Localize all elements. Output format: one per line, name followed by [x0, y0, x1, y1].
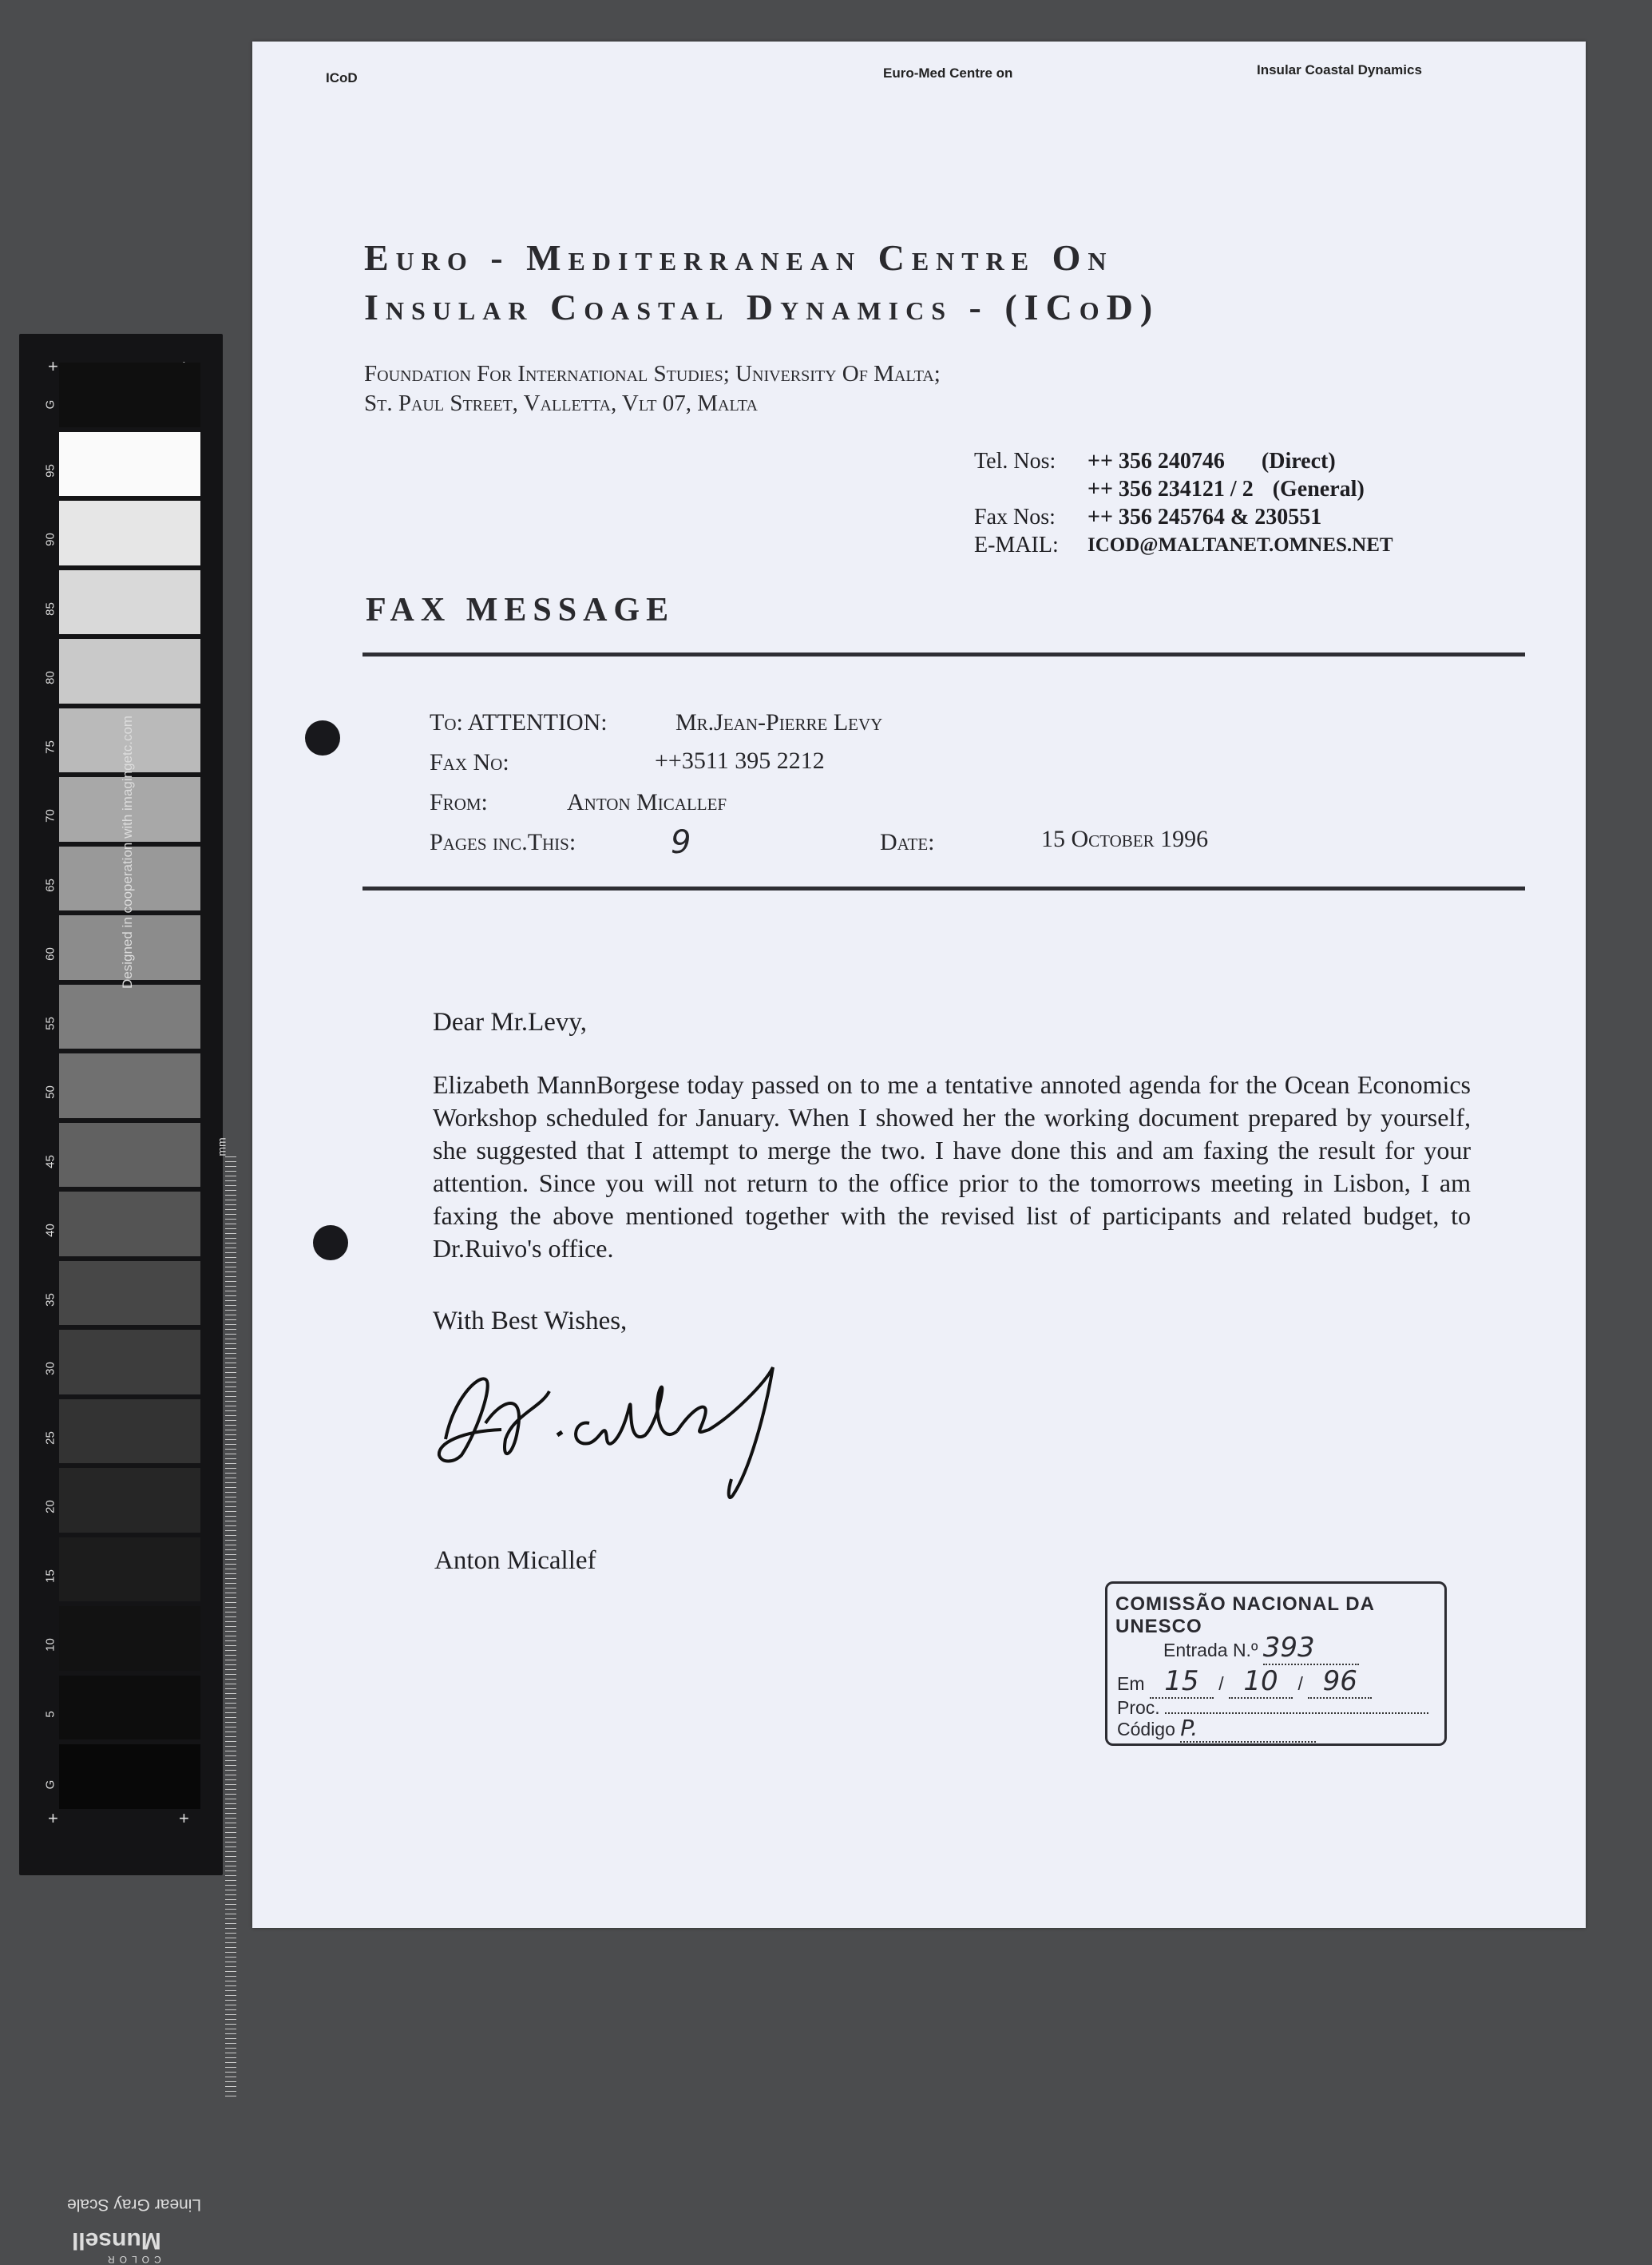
- tel-general: ++ 356 234121 / 2: [1087, 477, 1254, 502]
- gray-scale-strip: [19, 334, 228, 2265]
- strip-title: Linear Gray Scale: [67, 2196, 202, 2214]
- gray-scale-number: 45: [43, 1154, 57, 1168]
- org-title-line1: Euro - Mediterranean Centre On: [364, 237, 1114, 278]
- gray-swatch: [59, 1399, 200, 1464]
- mm-ruler: [225, 1156, 236, 2099]
- stamp-entrada-label: Entrada N.º: [1163, 1640, 1258, 1660]
- pages-label: Pages inc.This:: [430, 829, 576, 855]
- gray-scale-number: 90: [43, 533, 57, 546]
- closing: With Best Wishes,: [433, 1307, 628, 1335]
- gray-swatch: [59, 1537, 200, 1602]
- gray-swatch: [59, 1123, 200, 1188]
- date-label: Date:: [880, 829, 935, 855]
- tel-direct: ++ 356 240746: [1087, 449, 1225, 474]
- signature-image: [430, 1343, 813, 1503]
- gray-swatch: [59, 1053, 200, 1118]
- tel-general-note: (General): [1272, 477, 1365, 502]
- org-title: [364, 233, 1159, 332]
- gray-scale-number: 65: [43, 878, 57, 892]
- contact-block: [974, 447, 1393, 559]
- gray-scale-number: 95: [43, 463, 57, 478]
- register-mark: +: [48, 1808, 58, 1828]
- email-address: ICOD@MALTANET.OMNES.NET: [1087, 534, 1393, 556]
- gray-scale-number: 85: [43, 601, 57, 616]
- stamp-entrada-value: 393: [1263, 1632, 1359, 1665]
- stamp-title: COMISSÃO NACIONAL DA UNESCO: [1115, 1593, 1375, 1637]
- stamp-em-day: 15: [1150, 1665, 1214, 1699]
- gray-swatch: [59, 1744, 200, 1809]
- gray-scale-number: 35: [43, 1292, 57, 1307]
- from-label: From:: [430, 789, 488, 815]
- gray-scale-number: 10: [43, 1638, 57, 1652]
- gray-scale-number: 40: [43, 1224, 57, 1237]
- gray-scale-number: 75: [43, 740, 57, 754]
- fax-page: [252, 42, 1586, 1928]
- header-left: ICoD: [326, 70, 358, 85]
- gray-scale-number: 5: [43, 1710, 57, 1718]
- gray-swatch: [59, 1330, 200, 1394]
- gray-scale-label: G: [43, 1779, 57, 1790]
- divider: [362, 887, 1525, 891]
- tel-direct-note: (Direct): [1261, 449, 1336, 474]
- email-label: E-MAIL:: [974, 533, 1059, 557]
- gray-swatch: [59, 1192, 200, 1256]
- stamp-em-label: Em: [1117, 1673, 1145, 1694]
- register-mark: +: [48, 356, 58, 376]
- letter-body: Elizabeth MannBorgese today passed on to me a tentative annoted agenda for the Ocean Economics Workshop scheduled for January. When I showed her the working document prepared by yourself, she suggested that I attempt to merge the two. I have done this and am faxing the result for your attention. Since you will not return to the office prior to the tomorrows meeting in Lisbon, I am faxing the above mentioned together with the revised list of participants and related budget, to Dr.Ruivo's office.: [433, 1070, 1471, 1263]
- strip-unit: mm: [215, 1137, 228, 1156]
- stamp-codigo-label: Código: [1117, 1719, 1175, 1739]
- gray-scale-number: 30: [43, 1362, 57, 1375]
- gray-swatch: [59, 1468, 200, 1533]
- gray-scale-number: 60: [43, 947, 57, 961]
- gray-scale-label: G: [43, 399, 57, 410]
- header-center: Euro-Med Centre on: [883, 65, 1013, 81]
- stamp-em-month: 10: [1229, 1665, 1293, 1699]
- munsell-logo: [72, 2227, 161, 2265]
- stamp-codigo-value: P.: [1180, 1715, 1316, 1743]
- fax-label: Fax Nos:: [974, 505, 1056, 530]
- brand-name: Munsell: [72, 2227, 161, 2254]
- gray-scale-number: 80: [43, 671, 57, 684]
- stamp-em-year: 96: [1308, 1665, 1372, 1699]
- strip-credit: Designed in cooperation with imagingetc.com: [120, 715, 135, 989]
- fax-no-value: ++3511 395 2212: [655, 748, 825, 774]
- gray-swatch: [59, 1606, 200, 1671]
- stamp-proc-label: Proc.: [1117, 1697, 1160, 1718]
- gray-swatch: [59, 363, 200, 427]
- punch-hole: [305, 720, 340, 756]
- fax-numbers: ++ 356 245764 & 230551: [1087, 505, 1322, 530]
- gray-scale-number: 20: [43, 1500, 57, 1513]
- gray-scale-number: 70: [43, 809, 57, 823]
- unesco-stamp: COMISSÃO NACIONAL DA UNESCO Entrada N.º 393 Em 15 / 10 / 96 Proc. Código P.: [1105, 1581, 1447, 1746]
- address-line2: St. Paul Street, Valletta, Vlt 07, Malta: [364, 391, 758, 416]
- org-title-line2: Insular Coastal Dynamics - (ICoD): [364, 287, 1160, 327]
- from-value: Anton Micallef: [567, 789, 727, 815]
- gray-scale-number: 55: [43, 1016, 57, 1030]
- pages-value: 9: [671, 824, 691, 861]
- divider: [362, 653, 1525, 656]
- fax-no-label: Fax No:: [430, 749, 509, 775]
- gray-swatch: [59, 1261, 200, 1326]
- org-address: [364, 359, 941, 418]
- gray-scale-number: 15: [43, 1569, 57, 1583]
- gray-swatch: [59, 1676, 200, 1740]
- to-label: To: ATTENTION:: [430, 709, 608, 736]
- to-value: Mr.Jean-Pierre Levy: [675, 709, 883, 736]
- salutation: Dear Mr.Levy,: [433, 1008, 588, 1037]
- gray-swatch: [59, 985, 200, 1049]
- header-right: Insular Coastal Dynamics: [1257, 62, 1422, 77]
- brand-sub: COLOR: [103, 2254, 161, 2265]
- tel-label: Tel. Nos:: [974, 449, 1056, 474]
- gray-scale-number: 50: [43, 1085, 57, 1099]
- date-value: 15 October 1996: [1041, 826, 1209, 852]
- gray-scale-number: 25: [43, 1430, 57, 1445]
- signature-name: Anton Micallef: [434, 1546, 596, 1575]
- register-mark: +: [179, 1808, 189, 1828]
- punch-hole: [313, 1225, 348, 1260]
- address-line1: Foundation For International Studies; University Of Malta;: [364, 361, 941, 387]
- document-title: FAX MESSAGE: [366, 592, 675, 629]
